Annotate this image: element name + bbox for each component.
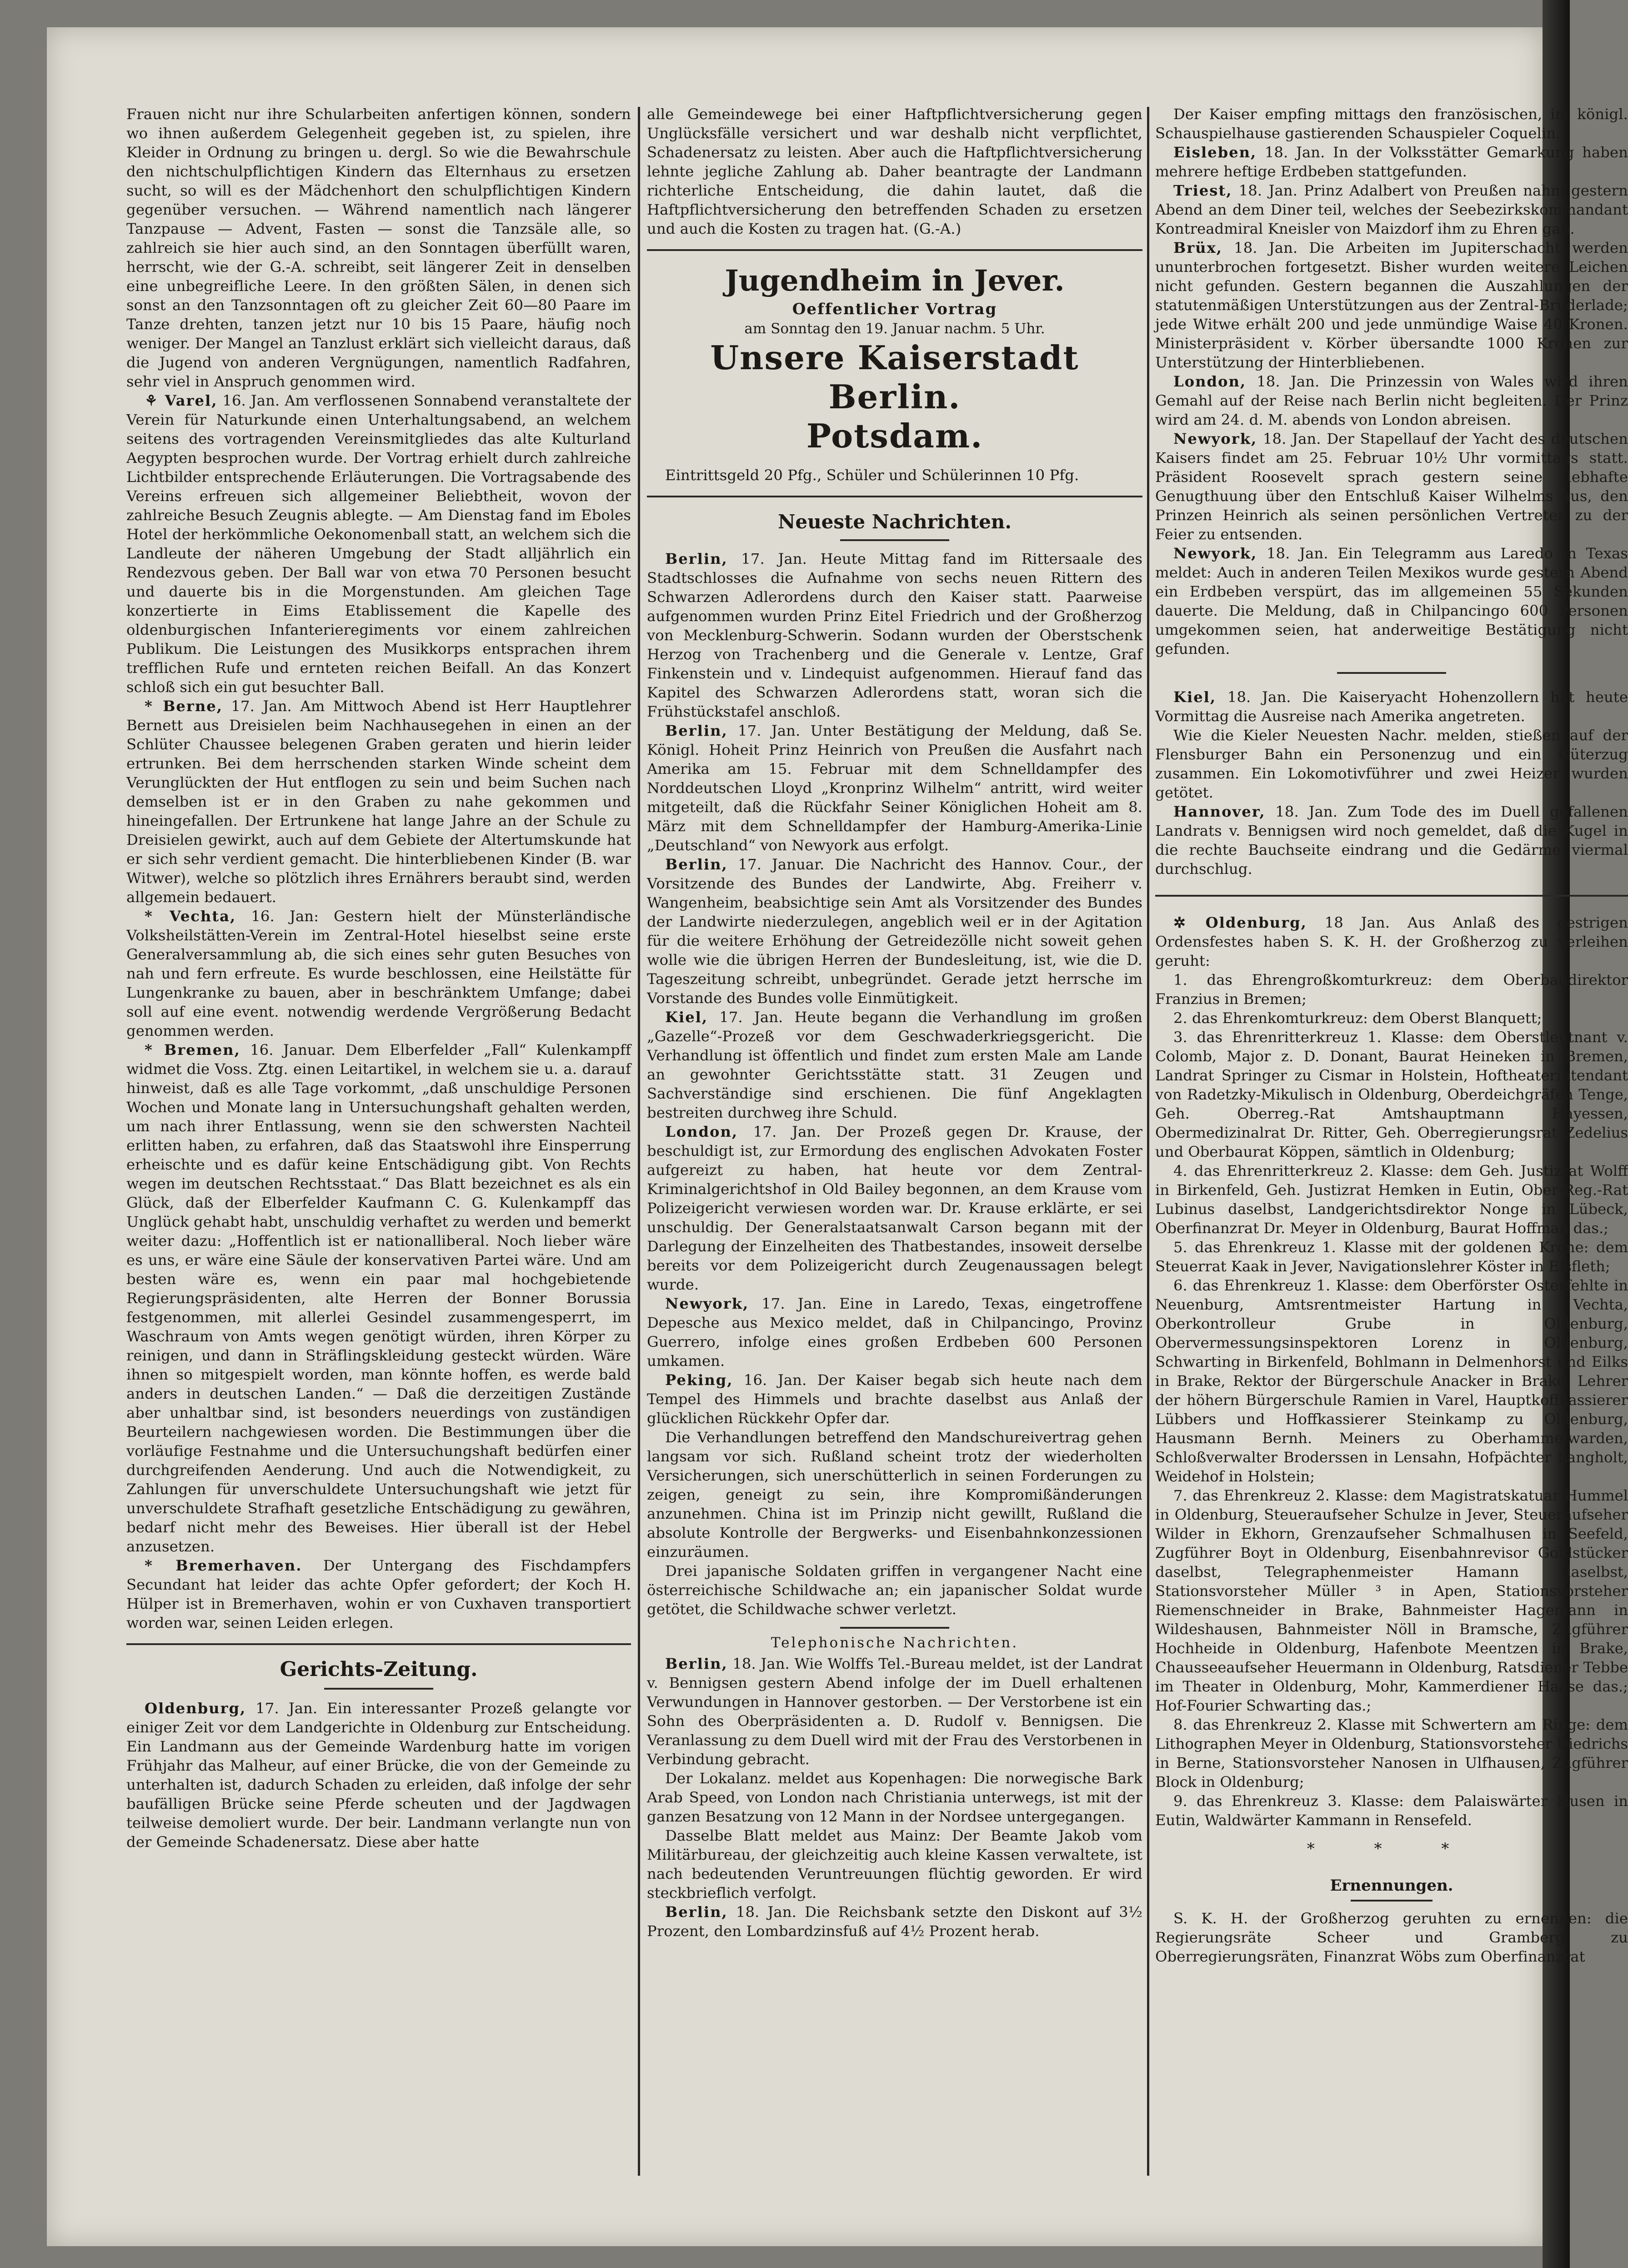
article-item [1155, 238, 1628, 372]
asterism: * * * [1307, 1840, 1477, 1858]
article-text: 16. Jan: Gestern hielt der Münsterländische Volksheilstätten-Verein im Zentral-Hotel hieselbst seine erste Generalversammlung ab, die sich eines sehr guten Besuches von nah und fern erfreute. Es wurde beschlossen, eine Heilstätte für Lungenkranke zu bauen, aber in beschränktem Umfange; dabei soll auf eine event. notwendig werdende Vergrößerung Bedacht genommen werden. [126, 908, 631, 1039]
article-item [647, 549, 1142, 721]
dateline: Newyork, [665, 1295, 749, 1312]
dateline: Triest, [1173, 182, 1232, 199]
article-text: 18. Jan. Die Kaiseryacht Hohenzollern hat heute Vormittag die Ausreise nach Amerika angetreten. [1155, 688, 1628, 725]
section-heading: Telephonische Nachrichten. [771, 1635, 1019, 1651]
dateline: Brüx, [1173, 239, 1222, 256]
article-text: 17. Jan. Heute begann die Verhandlung im großen „Gazelle“-Prozeß vor dem Geschwaderkriegsgericht. Die Verhandlung ist öffentlich und findet zum ersten Male am Lande an gewohnter Gerichtsstätte statt. 31 Zeugen und Sachverständige sind erschienen. Die fünf Angeklagten bestreiten durchweg ihre Schuld. [647, 1009, 1142, 1121]
section-divider [647, 249, 1142, 251]
dateline: Newyork, [1173, 545, 1257, 562]
list-item: 3. das Ehrenritterkreuz 1. Klasse: dem Oberstleutnant v. Colomb, Major z. D. Donant, Baurat Heineken in Bremen, Landrat Springer zu Cismar in Holstein, Hoftheaterintendant von Radetzky-Mikulisch in Oldenburg, Oberdeichgräfen Tenge, Geh. Oberreg.-Rat Amtshauptmann Hayessen, Obermedizinalrat Dr. Ritter, Geh. Oberregierungsrat Zedelius und Oberbaurat Köppen, sämtlich in Oldenburg; [1155, 1029, 1628, 1160]
ad-title: Jugendheim in Jever. [725, 264, 1065, 298]
list-item: 8. das Ehrenkreuz 2. Klasse mit Schwertern am Ringe: dem Lithographen Meyer in Oldenburg, Stationsvorsteher Diedrichs in Berne, Stationsvorsteher Nanosen in Ulfhausen, Zugführer Block in Oldenburg; [1155, 1716, 1628, 1791]
list-item: 5. das Ehrenkreuz 1. Klasse mit der goldenen Krone: dem Steuerrat Kaak in Jever, Navigationslehrer Köster in Elsfleth; [1155, 1239, 1628, 1275]
article-item [647, 721, 1142, 855]
article-text: 16. Jan. Der Kaiser begab sich heute nach dem Tempel des Himmels und brachte daselbst aus Anlaß der glücklichen Rückkehr Opfer dar. [647, 1371, 1142, 1427]
divider [1337, 672, 1446, 674]
article-text: Wie die Kieler Neuesten Nachr. melden, stießen auf der Flensburger Bahn ein Personenzug und ein Güterzug zusammen. Ein Lokomotivführer und zwei Heizer wurden getötet. [1155, 727, 1628, 801]
article-item [647, 855, 1142, 1008]
newspaper-page [47, 27, 1628, 2246]
article-item [126, 1040, 631, 1556]
list-item: 4. das Ehrenritterkreuz 2. Klasse: dem Geh. Justizrat Wolff in Birkenfeld, Geh. Justizrat Hemken in Eutin, Ober-Reg.-Rat Lubinus daselbst, Landgerichtsdirektor Nonge in Lübeck, Oberfinanzrat Dr. Meyer in Oldenburg, Baurat Hoffman das.; [1155, 1162, 1628, 1237]
article-text: 18. Jan. Prinz Adalbert von Preußen nahm gestern Abend an dem Diner teil, welches der Seebezirkskommandant Kontreadmiral Kneisler von Maizdorf ihm zu Ehren gab. [1155, 182, 1628, 237]
article-item [126, 1556, 631, 1632]
article-text: 18. Jan. Zum Tode des im Duell gefallenen Landrats v. Bennigsen wird noch gemeldet, daß die Kugel in die rechte Bauchseite eindrang und die Gedärme viermal durchschlug. [1155, 803, 1628, 878]
article-text: 17. Jan. Der Prozeß gegen Dr. Krause, der beschuldigt ist, zur Ermordung des englischen Advokaten Foster aufgereizt zu haben, hat heute vor dem Zentral-Kriminalgerichtshof in Old Bailey begonnen, an dem Krause vom Polizeigericht verwiesen worden war. Dr. Krause erklärte, er sei unschuldig. Der Generalstaatsanwalt Carson begann mit der Darlegung der Einzelheiten des Thatbestandes, insoweit derselbe bereits vor dem Polizeigericht durch Zeugenaussagen belegt wurde. [647, 1123, 1142, 1293]
list-item: 2. das Ehrenkomturkreuz: dem Oberst Blanquett; [1173, 1009, 1542, 1027]
dateline: * Berne, [145, 697, 223, 715]
divider [840, 1627, 949, 1629]
dateline: Oldenburg, [145, 1700, 246, 1717]
dateline: * Bremen, [145, 1041, 240, 1059]
article-text: 18. Jan. Die Prinzessin von Wales wird ihren Gemahl auf der Reise nach Berlin nicht begleiten. Der Prinz wird am 24. d. M. abends von London abreisen. [1155, 373, 1628, 428]
dateline: Peking, [665, 1371, 733, 1389]
dateline: ✲ Oldenburg, [1173, 914, 1307, 931]
article-text: Drei japanische Soldaten griffen in vergangener Nacht eine österreichische Schildwache an; ein japanischer Soldat wurde getötet, die Schildwache schwer verletzt. [647, 1562, 1142, 1618]
article-item [126, 1699, 631, 1852]
column-rule [638, 107, 640, 2176]
section-divider [1155, 895, 1628, 897]
article-text: 18. Jan. Die Reichsbank setzte den Diskont auf 3½ Prozent, den Lombardzinsfuß auf 4½ Prozent herab. [647, 1903, 1142, 1940]
article-text: 17. Jan. Eine in Laredo, Texas, eingetroffene Depesche aus Mexico meldet, daß in Chilpancingo, Provinz Guerrero, infolge eines großen Erdbeben 600 Personen umkamen. [647, 1295, 1142, 1370]
article-text: Der Kaiser empfing mittags den französischen, im königl. Schauspielhause gastierenden Schauspieler Coquelin. [1155, 105, 1628, 142]
article-item [126, 697, 631, 907]
dateline: Eisleben, [1173, 144, 1257, 161]
column-right [1155, 105, 1628, 2196]
article-text: 16. Januar. Dem Elberfelder „Fall“ Kulenkampff widmet die Voss. Ztg. einen Leitartikel, in welchem sie u. a. darauf hinweist, daß es alle Tage vorkommt, „daß unschuldige Personen Wochen und Monate lang in Untersuchungshaft gehalten werden, um nach ihrer Entlassung, wenn sie den schwersten Nachteil erlitten haben, zu erfahren, daß das Staatswohl ihre Einsperrung erheischte und es dafür keine Entschädigung gibt. Von Rechts wegen im deutschen Rechtsstaat.“ Das Blatt bezeichnet es als ein Glück, daß der Elberfelder Kaufmann C. G. Kulenkampff das Unglück gehabt habt, unschuldig verhaftet zu werden und bemerkt weiter dazu: „Hoffentlich ist er nationalliberal. Noch lieber wäre es uns, er wäre eine Säule der konservativen Partei wäre. Und am besten wäre es, wenn ein paar mal hochgebietende Regierungspräsidenten, alte Herren der Bonner Borussia festgenommen, mit allerlei Gesindel zusammengesperrt, im Waschraum von Amts wegen genötigt würden, ihren Körper zu reinigen, und dann in Sträflingskleidung gesteckt würden. Wäre ihnen so mitgespielt worden, man könnte hoffen, es werde bald anders in deutschen Landen.“ — Daß die derzeitigen Zustände aber unhaltbar sind, ist besonders neuerdings von zuständigen Beurteilern nachgewiesen worden. Die Bestimmungen über die vorläufige Festnahme und die Untersuchungshaft bedürfen einer durchgreifenden Aenderung. Und auch die Notwendigkeit, zu Zahlungen für unverschuldete Untersuchungshaft wie jetzt für unverschuldete Strafhaft gesetzliche Entschädigung zu gewähren, bedarf nicht mehr des Beweises. Hier überall ist der Hebel anzusetzen. [126, 1041, 631, 1555]
ad-price: Eintrittsgeld 20 Pfg., Schüler und Schülerinnen 10 Pfg. [665, 467, 1079, 484]
ad-topic: Unsere Kaiserstadt Berlin. [710, 338, 1079, 416]
article-text: 18. Jan. In der Volksstätter Gemarkung haben mehrere heftige Erdbeben stattgefunden. [1155, 144, 1628, 180]
section-heading: Gerichts-Zeitung. [280, 1658, 478, 1681]
article-text: 17. Januar. Die Nachricht des Hannov. Cour., der Vorsitzende des Bundes der Landwirte, Abg. Freiherr v. Wangenheim, beabsichtige sein Amt als Vorsitzender des Bundes der Landwirte niederzulegen, angeblich weil er in der Agitation für die weitere Erhöhung der Getreidezölle nicht soweit gehen wolle wie die übrigen Herren der Bundesleitung, ist, wie die D. Tageszeitung schreibt, unbegründet. Gerade jetzt herrsche im Vorstande des Bundes volle Einmütigkeit. [647, 856, 1142, 1007]
advertisement [647, 263, 1142, 485]
dateline: Berlin, [665, 550, 728, 567]
article-text: 17. Jan. Heute Mittag fand im Rittersaale des Stadtschlosses die Aufnahme von sechs neuen Rittern des Schwarzen Adlerordens durch den Kaiser statt. Paarweise aufgenommen wurden Prinz Eitel Friedrich und der Großherzog von Mecklenburg-Schwerin. Sodann wurden der Oberstschenk Herzog von Trachenberg und die Generale v. Lentze, Graf Finkenstein und v. Lindequist aufgenommen. Hierauf fand das Kapitel des Schwarzen Adlerordens statt, woran sich die Frühstückstafel anschloß. [647, 550, 1142, 720]
divider [840, 539, 949, 541]
article-item [647, 1902, 1142, 1941]
dateline: London, [665, 1123, 738, 1140]
article-item [1155, 913, 1628, 970]
article-item [647, 1122, 1142, 1294]
column-left [126, 105, 631, 2196]
list-item: 7. das Ehrenkreuz 2. Klasse: dem Magistratskatuar Hummel in Oldenburg, Steueraufseher Schulze in Jever, Steueraufseher Wilder in Ekhorn, Grenzaufseher Schmalhusen in Seefeld, Zugführer Boyt in Oldenburg, Eisenbahnrevisor Goldstücker daselbst, Telegraphenmeister Hamann daselbst, Stationsvorsteher Müller ³ in Apen, Stationsvorsteher Riemenschneider in Brake, Bahnmeister Hagemann in Wildeshausen, Bahnmeister Nöll in Bramsche, Zugführer Hochheide in Oldenburg, Hafenbote Meentzen in Brake, Chausseeaufseher Heuermann in Oldenburg, Ratsdiener Tebbe im Theater in Oldenburg, Mohr, Kammerdiener Haase das.; Hof-Fourier Schwarting das.; [1155, 1487, 1628, 1714]
section-divider [126, 1643, 631, 1645]
dateline: * Bremerhaven. [145, 1557, 302, 1574]
article-text: 18. Jan. Der Stapellauf der Yacht des deutschen Kaisers findet am 25. Februar 10½ Uhr vormittags statt. Präsident Roosevelt sprach gestern seine lebhafte Genugthuung über den Entschluß Kaiser Wilhelms aus, den Prinzen Heinrich als seinen persönlichen Vertreter zu der Feier zu entsenden. [1155, 430, 1628, 543]
article-item [126, 907, 631, 1040]
article-text: Die Verhandlungen betreffend den Mandschureivertrag gehen langsam vor sich. Rußland scheint trotz der wiederholten Versicherungen, sich unerschütterlich in seinen Forderungen zu zeigen, geneigt zu sein, ihre Kompromißänderungen anzunehmen. China ist im Prinzip nicht gewillt, Rußland die absolute Kontrolle der Bergwerks- und Eisenbahnkonzessionen einzuräumen. [647, 1429, 1142, 1561]
dateline: Kiel, [1173, 688, 1217, 706]
article-text: 17. Jan. Unter Bestätigung der Meldung, daß Se. Königl. Hoheit Prinz Heinrich von Preußen die Ausfahrt nach Amerika am 15. Februar mit dem Schnelldampfer des Norddeutschen Lloyd „Kronprinz Wilhelm“ antritt, wird weiter mitgeteilt, daß die Rückfahr Seiner Königlichen Hoheit am 8. März mit dem Schnelldampfer der Hamburg-Amerika-Linie „Deutschland“ von Newyork aus erfolgt. [647, 722, 1142, 854]
dateline: Berlin, [665, 722, 728, 739]
dateline: Hannover, [1173, 803, 1266, 820]
article-item [1155, 802, 1628, 878]
dateline: ⚘ Varel, [145, 392, 218, 409]
article-text: 18. Jan. Die Arbeiten im Jupiterschacht werden ununterbrochen fortgesetzt. Bisher wurden weitere Leichen nicht gefunden. Gestern begannen die Auszahlungen der statutenmäßigen Unterstützungen aus der Zentral-Bruderlade; jede Witwe erhält 200 und jede unmündige Waise 40 Kronen. Ministerpräsident v. Körber übersandte 1000 Kronen zur Unterstützung der Hinterbliebenen. [1155, 239, 1628, 371]
list-item: 9. das Ehrenkreuz 3. Klasse: dem Palaiswärter Husen in Eutin, Waldwärter Kammann in Rensefeld. [1155, 1792, 1628, 1829]
dateline: Kiel, [665, 1009, 708, 1026]
article-text: 17. Jan. Ein interessanter Prozeß gelangte vor einiger Zeit vor dem Landgerichte in Oldenburg zur Entscheidung. Ein Landmann aus der Gemeinde Wardenburg hatte im vorigen Frühjahr das Malheur, auf einer Brücke, die von der Gemeinde zu unterhalten ist, dadurch Schaden zu erleiden, daß infolge der sehr baufälligen Brücke seine Pferde scheuten und der Jagdwagen teilweise demoliert wurde. Der beir. Landmann verlangte nun von der Gemeinde Schadenersatz. Diese aber hatte [126, 1700, 631, 1851]
article-item [1155, 181, 1628, 238]
article-text: 18. Jan. Ein Telegramm aus Laredo in Texas meldet: Auch in anderen Teilen Mexikos wurde gestern Abend ein Erdbeben verspürt, das im allgemeinen 55 Sekunden dauerte. Die Meldung, daß in Chilpancingo 600 Personen umgekommen seien, hat anderweitige Bestätigung nicht gefunden. [1155, 545, 1628, 657]
article-text: alle Gemeindewege bei einer Haftpflichtversicherung gegen Unglücksfälle versichert und war deshalb nicht verpflichtet, Schadenersatz zu leisten. Aber auch die Haftpflichtversicherung lehnte jegliche Zahlung ab. Daher beantragte der Landmann richterliche Entscheidung, die dahin lautet, daß die Haftpflichtversicherung den betreffenden Schaden zu ersetzen und auch die Kosten zu tragen hat. (G.-A.) [647, 105, 1142, 237]
article-item [126, 391, 631, 697]
article-text: S. K. H. der Großherzog geruhten zu ernennen: die Regierungsräte Scheer und Gramberg zu Oberregierungsräten, Finanzrat Wöbs zum Oberfinanzrat [1155, 1910, 1628, 1965]
article-item [1155, 544, 1628, 658]
article-text: 16. Jan. Am verflossenen Sonnabend veranstaltete der Verein für Naturkunde einen Unterhaltungsabend, an welchem seitens des vortragenden Vereinsmitgliedes das alte Kulturland Aegypten besprochen wurde. Der Vortrag erhielt durch zahlreiche Lichtbilder entsprechende Erläuterungen. Die Vortragsabende des Vereins erfreuen sich allgemeiner Beliebtheit, wovon der zahlreiche Besuch Zeugnis ablegte. — Am Dienstag fand im Eboles Hotel der herkömmliche Oekonomenball statt, an welchem sich die Landleute der näheren Umgebung der Stadt alljährlich ein Rendezvous geben. Der Ball war von etwa 70 Personen besucht und dauerte bis in die Morgenstunden. Am gleichen Tage konzertierte in Eims Etablissement die Kapelle des oldenburgischen Infanterieregiments vor einem zahlreichen Publikum. Die Leistungen des Musikkorps entsprachen ihrem trefflichen Rufe und ernteten reichen Beifall. An das Konzert schloß sich ein gut besuchter Ball. [126, 392, 631, 696]
dateline: London, [1173, 373, 1247, 390]
article-item [1155, 143, 1628, 181]
article-text: 18 Jan. Aus Anlaß des gestrigen Ordensfestes haben S. K. H. der Großherzog zu verleihen geruht: [1155, 914, 1628, 969]
article-item [647, 1654, 1142, 1769]
article-item [647, 1008, 1142, 1122]
list-item: 1. das Ehrengroßkomturkreuz: dem Oberbaudirektor Franzius in Bremen; [1155, 971, 1628, 1008]
article-text: 18. Jan. Wie Wolffs Tel.-Bureau meldet, ist der Landrat v. Bennigsen gestern Abend infolge der im Duell erhaltenen Verwundungen in Hannover gestorben. — Der Verstorbene ist ein Sohn des Oberpräsidenten a. D. Rudolf v. Bennigsen. Die Veranlassung zu dem Duell wird mit der Frau des Verstorbenen in Verbindung gebracht. [647, 1655, 1142, 1768]
article-item [647, 1370, 1142, 1428]
article-text: Der Lokalanz. meldet aus Kopenhagen: Die norwegische Bark Arab Speed, von London nach Christiania unterwegs, ist mit der ganzen Besatzung von 12 Mann in der Nordsee untergegangen. [647, 1770, 1142, 1825]
list-item: 6. das Ehrenkreuz 1. Klasse: dem Oberförster Osterfehlte in Neuenburg, Amtsrentmeister Hartung in Vechta, Oberkontrolleur Grube in Oldenburg, Obervermessungsinspektoren Lorenz in Oldenburg, Schwarting in Birkenfeld, Bohlmann in Delmenhorst und Eilks in Brake, Rektor der Bürgerschule Anacker in Brake, Lehrer der höhern Bürgerschule Ramien in Varel, Hauptkoffkassierer Lübbers und Hoffkassierer Steinkamp zu Oldenburg, Hausmann Bernh. Meiners zu Oberhammelwarden, Schloßverwalter Broderssen in Lensahn, Hofpächter Langholt, Weidehof in Holstein; [1155, 1277, 1628, 1485]
dateline: Berlin, [665, 1655, 728, 1672]
dateline: Berlin, [665, 1903, 728, 1921]
dateline: * Vechta, [145, 908, 236, 925]
article-item [1155, 429, 1628, 544]
column-rule [1147, 107, 1149, 2176]
divider [324, 1688, 433, 1690]
article-item [1155, 687, 1628, 726]
section-divider [647, 496, 1142, 497]
column-middle [647, 105, 1142, 2196]
dateline: Newyork, [1173, 430, 1257, 447]
ad-topic: Potsdam. [806, 416, 983, 455]
honors-list [1155, 970, 1628, 1830]
article-text: Der Untergang des Fischdampfers Secundant hat leider das achte Opfer gefordert; der Koch H. Hülper ist in Bremerhaven, wohin er von Cuxhaven transportiert worden war, seinen Leiden erlegen. [126, 1557, 631, 1631]
article-item [647, 1294, 1142, 1370]
ad-subtitle: Oeffentlicher Vortrag [792, 300, 997, 318]
article-text: 17. Jan. Am Mittwoch Abend ist Herr Hauptlehrer Bernett aus Dreisielen beim Nachhausegehen in einen an der Schlüter Chaussee belegenen Graben geraten und hierin leider ertrunken. Bei dem herrschenden starken Winde scheint dem Verunglückten der Hut entflogen zu sein und beim Suchen nach demselben ist er in den Graben zu nahe gekommen und hineingefallen. Der Ertrunkene hat lange Jahre an der Schule zu Dreisielen gewirkt, auch auf dem Gebiete der Altertumskunde hat er sich sehr verdient gemacht. Die hinterbliebenen Kinder (B. war Witwer), welche so plötzlich ihres Ernährers beraubt sind, werden allgemein bedauert. [126, 697, 631, 906]
divider [1351, 1900, 1433, 1902]
article-item [1155, 372, 1628, 429]
section-heading: Ernennungen. [1330, 1877, 1453, 1895]
ad-date: am Sonntag den 19. Januar nachm. 5 Uhr. [744, 321, 1045, 337]
dateline: Berlin, [665, 856, 728, 873]
section-heading: Neueste Nachrichten. [778, 511, 1012, 533]
article-text: Dasselbe Blatt meldet aus Mainz: Der Beamte Jakob vom Militärbureau, der gleichzeitig auch kleine Kassen verwaltete, ist nach bedeutenden Veruntreuungen flüchtig geworden. Er wird steckbrieflich verfolgt. [647, 1827, 1142, 1902]
article-text: Frauen nicht nur ihre Schularbeiten anfertigen können, sondern wo ihnen außerdem Gelegenheit gegeben ist, zu spielen, ihre Kleider in Ordnung zu bringen u. dergl. So wie die Bewahrschule den nichtschulpflichtigen Kindern das Elternhaus zu ersetzen sucht, so will es der Mädchenhort den schulpflichtigen Kindern gegenüber versuchen. — Während namentlich nach längerer Tanzpause — Advent, Fasten — sonst die Tanzsäle alle, so zahlreich sie hier auch sind, an den Sonntagen überfüllt waren, herrscht, wie der G.-A. schreibt, seit längerer Zeit in denselben eine unbegreifliche Leere. In den größten Sälen, in denen sich sonst an den Tanzsonntagen oft zu gleicher Zeit 60—80 Paare im Tanze drehten, tanzen jetzt nur 10 bis 15 Paare, häufig noch weniger. Der Mangel an Tanzlust erklärt sich vielleicht daraus, daß die Jugend von anderen Vergnügungen, namentlich Radfahren, sehr viel in Anspruch genommen wird. [126, 105, 631, 390]
